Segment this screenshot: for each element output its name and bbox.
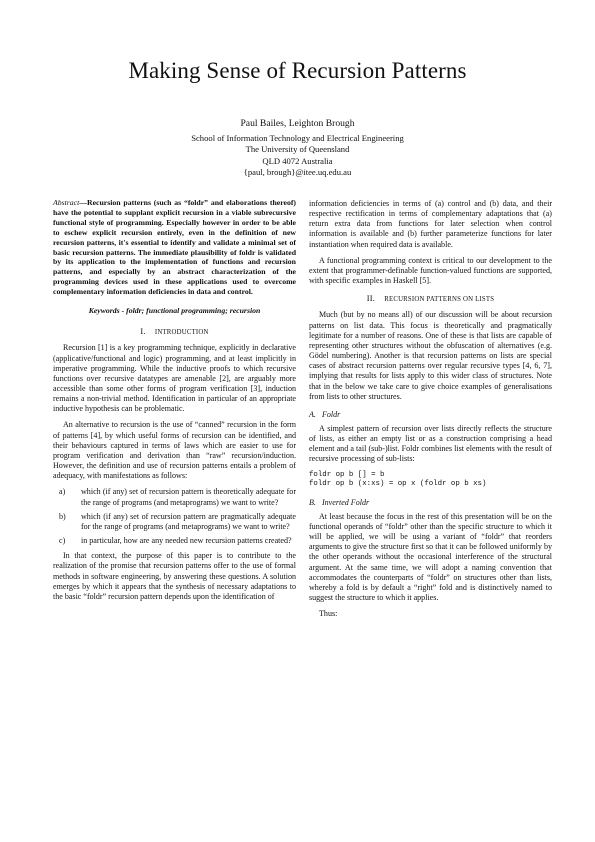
intro-paragraph-1: Recursion [1] is a key programming technique, explicitly in declarative (applicative/functional and logic) programming, and at least implicitly in imperative programming. While the inductive proofs to which recursive functions over recursive datatypes are amenable [2], are arguably more accessible than some other forms of program verification [3], induction remains a non-trivial method. Identification in particular of an appropriate inductive hypothesis can be problematic. [53,343,296,414]
affiliation-block [0,133,595,178]
affiliation-email: {paul, brough}@itee.uq.edu.au [243,166,352,177]
section-1-title: INTRODUCTION [154,329,209,337]
intro-paragraph-2: An alternative to recursion is the use of “canned” recursion in the form of patterns [4], by which useful forms of recursion can be identified, and their behaviours captured in terms of laws which are easier to use for program verification and derivation than “raw” recursion/induction. However, the definition and use of recursion patterns entails a problem of adequacy, with manifestations as follows: [53,420,296,481]
subsection-a-paragraph: A simplest pattern of recursion over lists directly reflects the structure of lists, as either an empty list or as a construction comprising a head element and a tail (sub-)list. Foldr combines list elements with the result of recursive processing of sub-lists: [309,423,552,464]
subsection-a-title: Foldr [321,409,341,419]
foldr-code-block [309,471,552,490]
list-text: which (if any) set of recursion pattern is theoretically adequate for the range of programs (and metaprograms) we want to write? [81,487,296,507]
paper-title: Making Sense of Recursion Patterns [128,58,467,83]
subsection-a-heading [309,410,552,420]
code-line: foldr op b (x:xs) = op x (foldr op b xs) [309,480,487,489]
right-paragraph-1: information deficiencies in terms of (a) control and (b) data, and their respective rectification in terms of complementary adaptations that (a) return extra data from functions for later selection when control information is available and (b) further parameterize functions for later instantiation when required data is available. [309,199,552,249]
subsection-a-label: A. [309,409,316,419]
subsection-b-label: B. [309,497,316,507]
list-marker: c) [59,536,66,546]
list-marker: a) [59,487,66,497]
adequacy-list [53,487,296,546]
list-item [53,536,296,546]
abstract-label: Abstract [53,198,80,207]
subsection-b-title: Inverted Foldr [321,497,370,507]
keywords: Keywords - foldr; functional programming; recursion [88,306,261,316]
abstract-text: —Recursion patterns (such as “foldr” and elaborations thereof) have the potential to supplant explicit recursion in a viable subrecursive functional style of programming. Especially however in order to be able to eschew explicit recursion entirely, even in the definition of new recursion patterns, it's essential to identify and validate a minimal set of basic recursion patterns. The immediate plausibility of foldr is validated by its application to the implementation of functions and recursion patterns, and especially by an abstract characterization of the programming devices used in these applications used to overcome complementary information deficiencies in data and control. [53,198,296,297]
right-column [309,199,552,625]
subsection-b-paragraph: At least because the focus in the rest of this presentation will be on the functional operands of “foldr” other than the specific structure to which it will be applied, we will be using a variant of “foldr” that reorders arguments to give the structure first so that it can be followed uniformly by the other operands without the occasional interference of the structural argument. At the same time, we will adopt a naming convention that accommodates the counterparts of “foldr” on structures other than lists, whereby a fold is by default a “right” fold and is distinctively named to suggest the structure to which it applies. [309,511,552,602]
section-1-number: I. [140,327,146,337]
abstract [53,198,296,297]
list-item [53,512,296,532]
section-1-heading [53,327,296,338]
list-text: which (if any) set of recursion pattern are pragmatically adequate for the range of programs (and metaprograms) we want to write? [81,511,296,531]
subsection-b-thus: Thus: [319,609,338,619]
code-line: foldr op b [] = b [309,470,385,479]
right-paragraph-2: A functional programming context is critical to our development to the extent that programmer-definable function-valued functions are supported, with specific examples in Haskell [5]. [309,255,552,286]
section-2-heading [309,294,552,305]
affiliation-address: QLD 4072 Australia [262,155,333,166]
author-names: Paul Bailes, Leighton Brough [240,118,355,129]
section-2-title: RECURSION PATTERNS ON LISTS [384,296,495,304]
list-marker: b) [59,511,66,521]
affiliation-university: The University of Queensland [245,144,350,155]
subsection-b-heading [309,498,552,508]
affiliation-school: School of Information Technology and Electrical Engineering [191,133,404,143]
section-2-number: II. [366,294,376,304]
intro-paragraph-3: In that context, the purpose of this paper is to contribute to the realization of the promise that recursion patterns offer to the use of formal methods in software engineering, by answering these questions. A solution emerges by which it appears that the synthesis of necessary adaptations to the basic “foldr” recursion pattern depends upon the identification of [53,551,296,601]
left-column [53,198,296,608]
list-text: in particular, how are any needed new recursion patterns created? [81,536,292,546]
section-2-paragraph: Much (but by no means all) of our discussion will be about recursion patterns on list data. This focus is theoretically and pragmatically legitimate for a number of reasons. One of these is that lists are capable of representing other structures without the obfuscation of alternatives (e.g. Gödel numbering). Another is that recursion patterns on lists are special cases of abstract recursion patterns over regular recursive types [4, 6, 7], implying that results for lists apply to this wider class of structures. Note that in the below we take care to give choice examples of generalisations from lists to other structures. [309,310,552,401]
list-item [53,487,296,507]
